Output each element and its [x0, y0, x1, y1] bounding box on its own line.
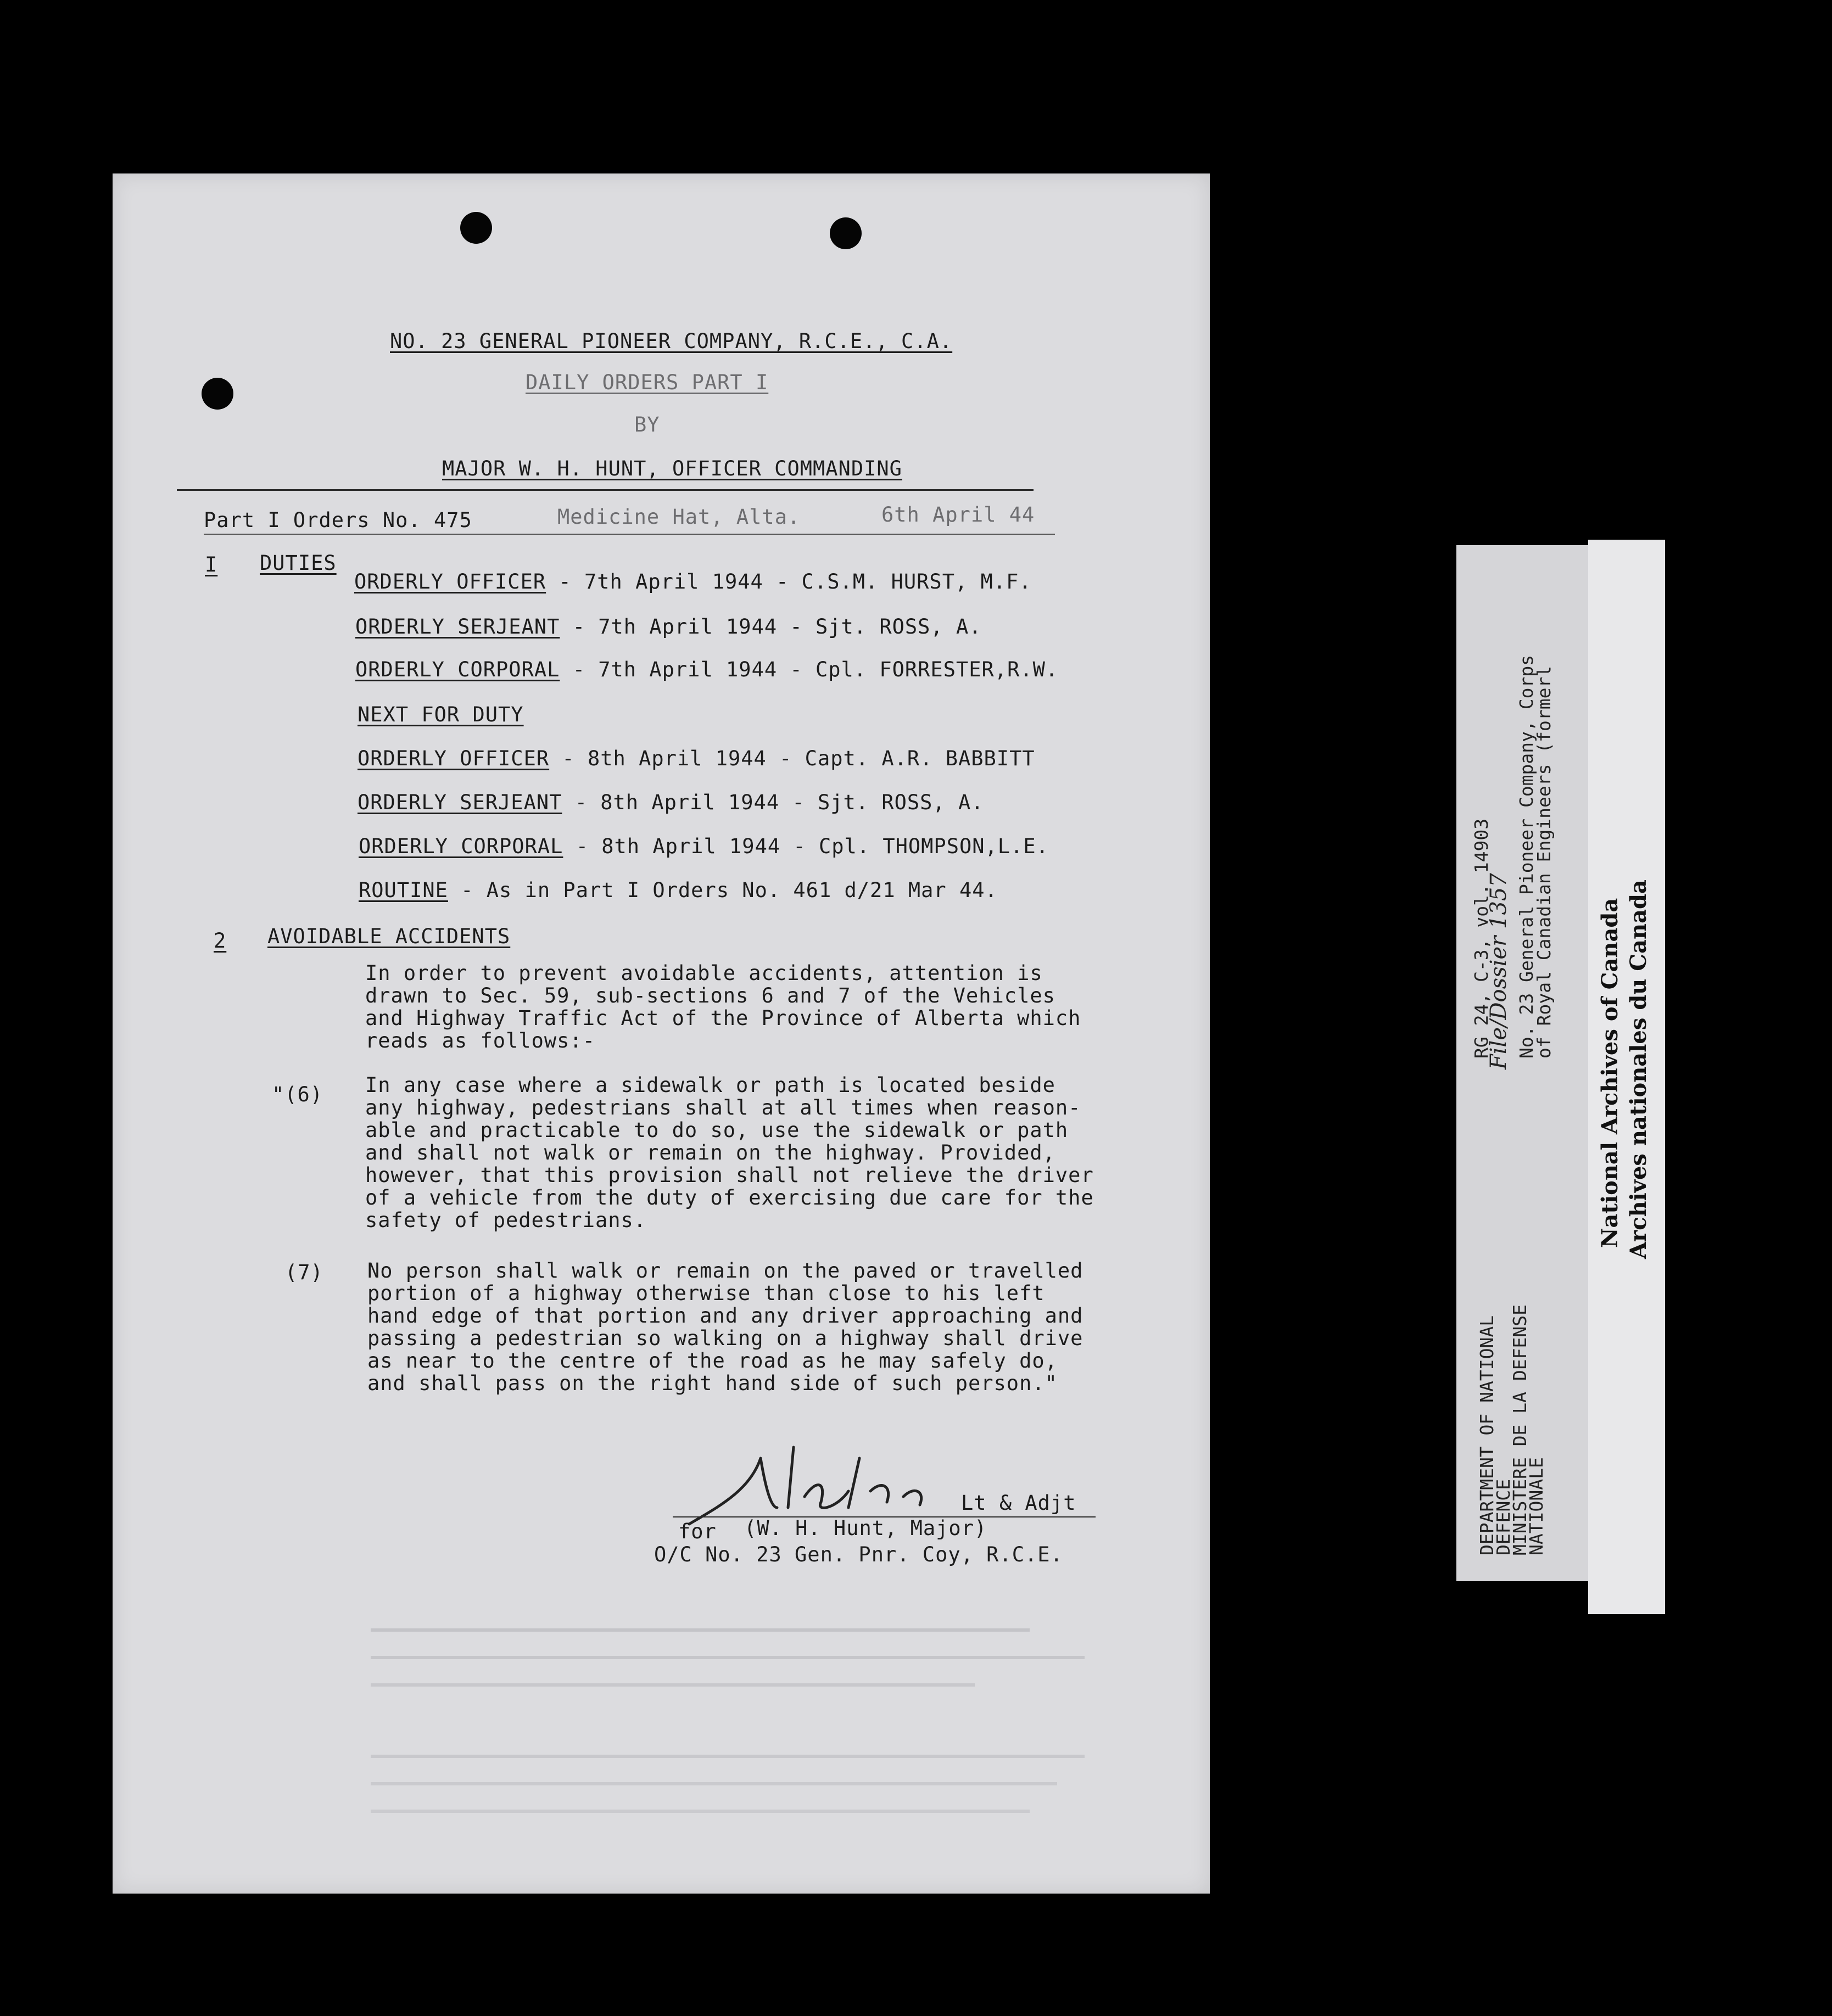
- record-group-reference: RG 24, C-3, vol. 14903: [1471, 818, 1492, 1059]
- orders-location: Medicine Hat, Alta.: [557, 505, 801, 529]
- bleed-through-line: [371, 1656, 1085, 1659]
- national-archives-label: [1588, 540, 1665, 1614]
- subsection-7-text: No person shall walk or remain on the paved or travelled portion of a highway otherwise than close to his left hand edge of that portion and any driver approaching and passing a pedestrian so walking on a highway shall drive as near to the centre of the road as he may safely do, and shall pass on the right hand side of such person.": [367, 1259, 1083, 1395]
- duty-role: ORDERLY OFFICER: [354, 570, 546, 593]
- duty-detail: - 8th April 1944 - Cpl. THOMPSON,L.E.: [576, 835, 1049, 858]
- duty-detail: - 7th April 1944 - C.S.M. HURST, M.F.: [558, 570, 1032, 593]
- orders-date: 6th April 44: [881, 503, 1035, 527]
- bleed-through-line: [371, 1755, 1085, 1758]
- file-dossier-number: File/Dossier 1357: [1486, 873, 1511, 1069]
- routine-detail: - As in Part I Orders No. 461 d/21 Mar 44.: [461, 878, 998, 902]
- subsection-number: "(6): [272, 1083, 323, 1106]
- officer-heading: MAJOR W. H. HUNT, OFFICER COMMANDING: [442, 457, 902, 480]
- duty-row: [359, 835, 1049, 858]
- accidents-intro: In order to prevent avoidable accidents, attention is drawn to Sec. 59, sub-sections 6 and 7 of the Vehicles and Highway Traffic Act of the Province of Alberta which reads as follows:-: [365, 961, 1081, 1052]
- document-page: [113, 173, 1210, 1894]
- duty-role: ORDERLY OFFICER: [358, 747, 550, 770]
- bleed-through-line: [371, 1683, 975, 1687]
- duty-role: ORDERLY CORPORAL: [355, 658, 560, 681]
- signatory-rank: Lt & Adjt: [961, 1491, 1076, 1515]
- duty-row: [354, 570, 1032, 593]
- department-line: DEPARTMENT OF NATIONAL: [1476, 1315, 1498, 1555]
- next-for-duty-heading: NEXT FOR DUTY: [358, 703, 524, 726]
- duty-row: [358, 747, 1035, 770]
- section-number: 2: [214, 929, 227, 953]
- duty-row: [355, 615, 982, 639]
- duty-detail: - 7th April 1944 - Cpl. FORRESTER,R.W.: [572, 658, 1059, 681]
- routine-role: ROUTINE: [359, 878, 448, 902]
- duty-detail: - 7th April 1944 - Sjt. ROSS, A.: [572, 615, 982, 639]
- description-line: No. 23 General Pioneer Company, Corps: [1516, 654, 1537, 1059]
- punch-hole: [202, 378, 233, 410]
- signatory-name: (W. H. Hunt, Major): [744, 1516, 987, 1540]
- subsection-number: (7): [285, 1261, 323, 1284]
- signatory-unit: O/C No. 23 Gen. Pnr. Coy, R.C.E.: [654, 1543, 1063, 1566]
- department-line: NATIONALE: [1526, 1457, 1547, 1555]
- section-title: DUTIES: [260, 551, 337, 575]
- duty-row: [358, 791, 984, 814]
- punch-hole: [460, 212, 492, 244]
- header-rule: [177, 489, 1034, 491]
- duty-role: ORDERLY SERJEANT: [358, 791, 562, 814]
- orders-number: Part I Orders No. 475: [204, 508, 472, 532]
- bleed-through-line: [371, 1810, 1030, 1813]
- duty-detail: - 8th April 1944 - Sjt. ROSS, A.: [574, 791, 984, 814]
- archive-reference-label: [1456, 545, 1588, 1581]
- daily-orders-heading: DAILY ORDERS PART I: [526, 371, 769, 394]
- by-heading: BY: [634, 413, 660, 436]
- signature-for: for: [678, 1520, 717, 1543]
- department-line: MINISTERE DE LA DEFENSE: [1509, 1304, 1531, 1555]
- subsection-6-text: In any case where a sidewalk or path is located beside any highway, pedestrians shall at all times when reason- able and practicable to do so, use the sidewalk or path and shall not walk or remain on the highway. Provided, however, that this provision shall not relieve the driver of a vehicle from the duty of exercising due care for the safety of pedestrians.: [365, 1073, 1094, 1232]
- duty-role: ORDERLY CORPORAL: [359, 835, 563, 858]
- orders-rule: [204, 534, 1055, 535]
- description-line: of Royal Canadian Engineers (formerl: [1533, 665, 1555, 1059]
- duty-row: [355, 658, 1058, 681]
- section-number: I: [205, 553, 218, 576]
- archives-name-english: National Archives of Canada: [1597, 898, 1623, 1248]
- section-title: AVOIDABLE ACCIDENTS: [267, 925, 511, 948]
- unit-heading: NO. 23 GENERAL PIONEER COMPANY, R.C.E., C.A.: [390, 329, 953, 353]
- archives-name-french: Archives nationales du Canada: [1626, 880, 1651, 1259]
- bleed-through-line: [371, 1628, 1030, 1632]
- department-line: DEFENCE: [1493, 1479, 1514, 1555]
- bleed-through-line: [371, 1782, 1057, 1785]
- routine-row: [359, 878, 998, 902]
- duty-detail: - 8th April 1944 - Capt. A.R. BABBITT: [562, 747, 1035, 770]
- punch-hole: [830, 217, 862, 249]
- duty-role: ORDERLY SERJEANT: [355, 615, 560, 639]
